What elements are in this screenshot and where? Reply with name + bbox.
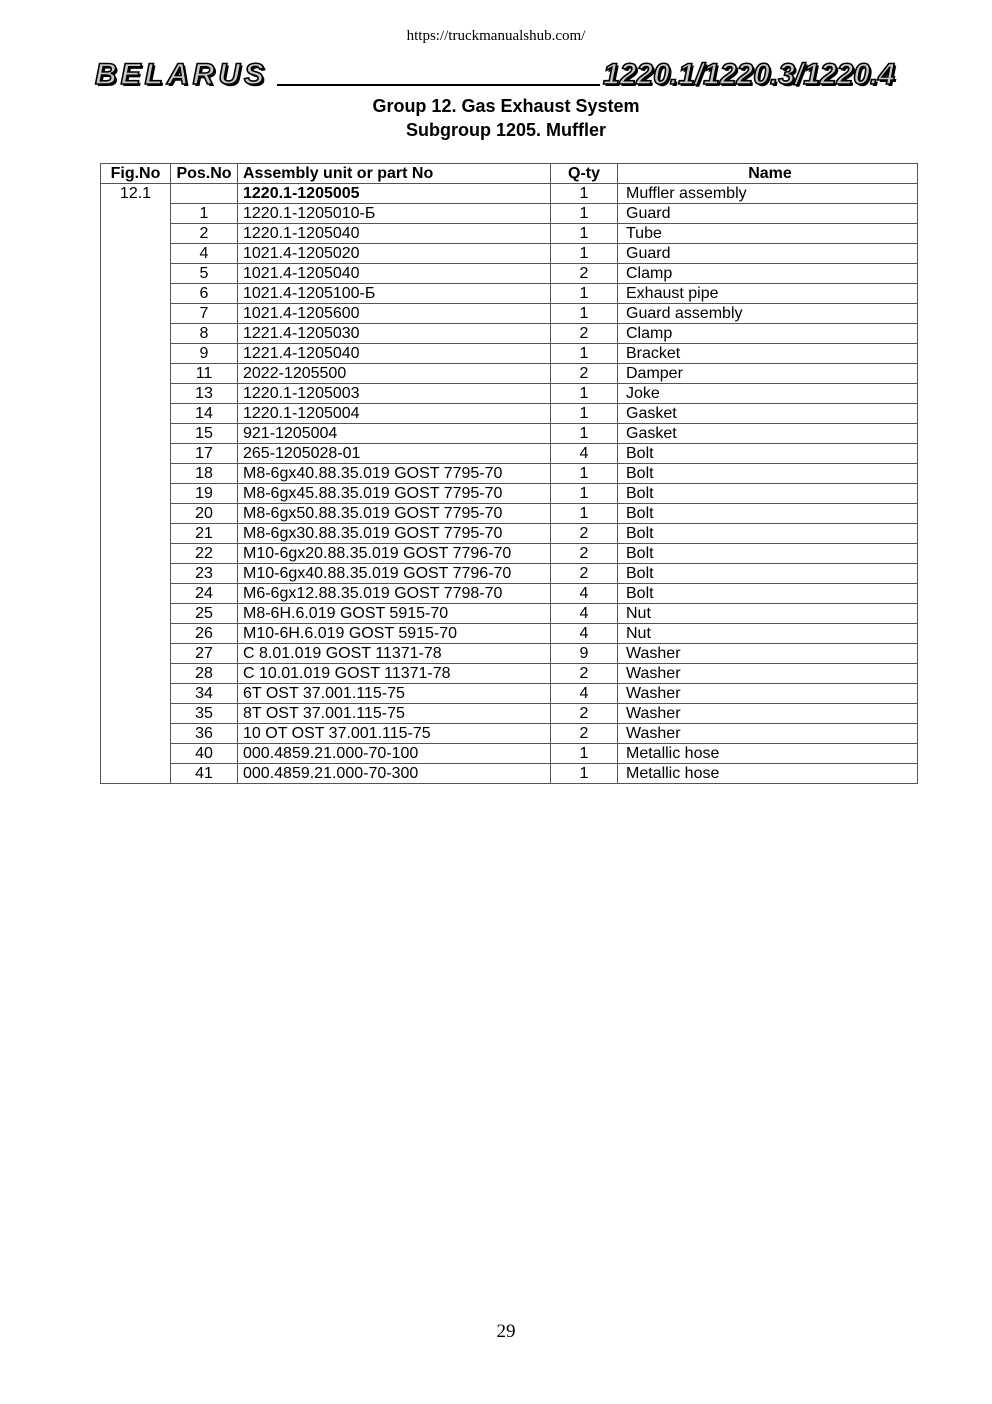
part-name-cell: Washer [618, 724, 918, 744]
part-no-cell: M8-6gx40.88.35.019 GOST 7795-70 [238, 464, 551, 484]
qty-cell: 2 [551, 664, 618, 684]
qty-cell: 1 [551, 744, 618, 764]
table-row [101, 504, 918, 524]
part-name-cell: Washer [618, 664, 918, 684]
part-no-cell: 2022-1205500 [238, 364, 551, 384]
qty-cell: 1 [551, 484, 618, 504]
part-name-cell: Metallic hose [618, 744, 918, 764]
part-no-cell: 1220.1-1205004 [238, 404, 551, 424]
part-no-cell: M10-6gx40.88.35.019 GOST 7796-70 [238, 564, 551, 584]
part-no-cell: 265-1205028-01 [238, 444, 551, 464]
pos-no-cell: 19 [171, 484, 238, 504]
pos-no-cell: 26 [171, 624, 238, 644]
part-no-cell: M10-6H.6.019 GOST 5915-70 [238, 624, 551, 644]
qty-cell: 4 [551, 624, 618, 644]
pos-no-cell: 15 [171, 424, 238, 444]
part-name-cell: Bolt [618, 564, 918, 584]
pos-no-cell: 20 [171, 504, 238, 524]
part-no-cell: 1221.4-1205030 [238, 324, 551, 344]
pos-no-cell: 4 [171, 244, 238, 264]
part-no-cell: M8-6gx50.88.35.019 GOST 7795-70 [238, 504, 551, 524]
table-row [101, 544, 918, 564]
part-name-cell: Washer [618, 704, 918, 724]
pos-no-cell: 40 [171, 744, 238, 764]
header-fig-no: Fig.No [101, 164, 171, 184]
part-no-cell: 000.4859.21.000-70-100 [238, 744, 551, 764]
part-name-cell: Clamp [618, 324, 918, 344]
part-no-cell: 1021.4-1205600 [238, 304, 551, 324]
qty-cell: 9 [551, 644, 618, 664]
qty-cell: 1 [551, 224, 618, 244]
pos-no-cell: 8 [171, 324, 238, 344]
part-name-cell: Gasket [618, 404, 918, 424]
pos-no-cell: 17 [171, 444, 238, 464]
table-row [101, 304, 918, 324]
pos-no-cell: 1 [171, 204, 238, 224]
pos-no-cell: 14 [171, 404, 238, 424]
part-name-cell: Muffler assembly [618, 184, 918, 204]
table-row [101, 264, 918, 284]
part-no-cell: M6-6gx12.88.35.019 GOST 7798-70 [238, 584, 551, 604]
part-no-cell: C 8.01.019 GOST 11371-78 [238, 644, 551, 664]
part-name-cell: Guard assembly [618, 304, 918, 324]
page-number: 29 [496, 1321, 516, 1342]
qty-cell: 4 [551, 584, 618, 604]
pos-no-cell: 41 [171, 764, 238, 784]
table-row [101, 564, 918, 584]
qty-cell: 2 [551, 524, 618, 544]
part-name-cell: Damper [618, 364, 918, 384]
header-qty: Q-ty [551, 164, 618, 184]
brand-logo: BELARUS [95, 58, 269, 91]
table-row [101, 704, 918, 724]
qty-cell: 4 [551, 684, 618, 704]
pos-no-cell: 11 [171, 364, 238, 384]
part-no-cell: 1221.4-1205040 [238, 344, 551, 364]
qty-cell: 1 [551, 204, 618, 224]
part-name-cell: Bolt [618, 444, 918, 464]
header-pos-no: Pos.No [171, 164, 238, 184]
table-row [101, 344, 918, 364]
table-row [101, 764, 918, 784]
qty-cell: 1 [551, 404, 618, 424]
qty-cell: 1 [551, 424, 618, 444]
part-name-cell: Joke [618, 384, 918, 404]
qty-cell: 4 [551, 604, 618, 624]
table-header-row [101, 164, 918, 184]
pos-no-cell: 35 [171, 704, 238, 724]
table-row [101, 204, 918, 224]
pos-no-cell: 27 [171, 644, 238, 664]
pos-no-cell [171, 184, 238, 204]
qty-cell: 1 [551, 344, 618, 364]
source-url[interactable]: https://truckmanualshub.com/ [406, 28, 586, 44]
qty-cell: 1 [551, 304, 618, 324]
model-numbers: 1220.1/1220.3/1220.4 [603, 58, 895, 91]
table-row [101, 424, 918, 444]
part-name-cell: Guard [618, 204, 918, 224]
part-no-cell: M8-6H.6.019 GOST 5915-70 [238, 604, 551, 624]
table-row [101, 584, 918, 604]
pos-no-cell: 13 [171, 384, 238, 404]
pos-no-cell: 5 [171, 264, 238, 284]
header-name: Name [618, 164, 918, 184]
part-name-cell: Washer [618, 644, 918, 664]
qty-cell: 1 [551, 384, 618, 404]
subgroup-title: Subgroup 1205. Muffler [405, 120, 607, 140]
part-name-cell: Bolt [618, 584, 918, 604]
table-row [101, 384, 918, 404]
part-no-cell: 000.4859.21.000-70-300 [238, 764, 551, 784]
part-name-cell: Bolt [618, 524, 918, 544]
part-name-cell: Bolt [618, 484, 918, 504]
table-row [101, 624, 918, 644]
part-name-cell: Washer [618, 684, 918, 704]
part-no-cell: 1021.4-1205040 [238, 264, 551, 284]
part-no-cell: 10 OT OST 37.001.115-75 [238, 724, 551, 744]
pos-no-cell: 9 [171, 344, 238, 364]
table-row [101, 684, 918, 704]
part-name-cell: Tube [618, 224, 918, 244]
qty-cell: 2 [551, 564, 618, 584]
part-no-cell: 1220.1-1205010-Б [238, 204, 551, 224]
qty-cell: 1 [551, 184, 618, 204]
pos-no-cell: 7 [171, 304, 238, 324]
part-no-cell: 1220.1-1205005 [238, 184, 551, 204]
parts-table [100, 163, 918, 784]
table-row [101, 244, 918, 264]
part-no-cell: M8-6gx30.88.35.019 GOST 7795-70 [238, 524, 551, 544]
table-row [101, 744, 918, 764]
qty-cell: 1 [551, 464, 618, 484]
table-row [101, 284, 918, 304]
part-no-cell: 1021.4-1205100-Б [238, 284, 551, 304]
pos-no-cell: 23 [171, 564, 238, 584]
title-block [0, 94, 992, 142]
table-row [101, 224, 918, 244]
qty-cell: 2 [551, 324, 618, 344]
part-name-cell: Guard [618, 244, 918, 264]
qty-cell: 2 [551, 364, 618, 384]
table-row [101, 664, 918, 684]
table-row [101, 644, 918, 664]
part-name-cell: Nut [618, 624, 918, 644]
part-name-cell: Bracket [618, 344, 918, 364]
table-row [101, 404, 918, 424]
table-row [101, 364, 918, 384]
fig-no-cell: 12.1 [101, 184, 171, 784]
part-no-cell: 1021.4-1205020 [238, 244, 551, 264]
part-no-cell: C 10.01.019 GOST 11371-78 [238, 664, 551, 684]
pos-no-cell: 22 [171, 544, 238, 564]
part-no-cell: M10-6gx20.88.35.019 GOST 7796-70 [238, 544, 551, 564]
part-no-cell: 8T OST 37.001.115-75 [238, 704, 551, 724]
table-body [101, 184, 918, 784]
part-no-cell: 921-1205004 [238, 424, 551, 444]
part-name-cell: Bolt [618, 464, 918, 484]
table-row [101, 444, 918, 464]
part-no-cell: 1220.1-1205040 [238, 224, 551, 244]
table-row [101, 524, 918, 544]
qty-cell: 1 [551, 284, 618, 304]
table-row [101, 324, 918, 344]
part-name-cell: Exhaust pipe [618, 284, 918, 304]
qty-cell: 1 [551, 244, 618, 264]
part-no-cell: 1220.1-1205003 [238, 384, 551, 404]
part-name-cell: Gasket [618, 424, 918, 444]
header-rule [277, 84, 600, 86]
table-row [101, 604, 918, 624]
part-no-cell: M8-6gx45.88.35.019 GOST 7795-70 [238, 484, 551, 504]
page-header [95, 58, 895, 92]
header-part-no: Assembly unit or part No [238, 164, 551, 184]
pos-no-cell: 36 [171, 724, 238, 744]
qty-cell: 2 [551, 704, 618, 724]
part-name-cell: Clamp [618, 264, 918, 284]
pos-no-cell: 28 [171, 664, 238, 684]
part-name-cell: Nut [618, 604, 918, 624]
part-name-cell: Metallic hose [618, 764, 918, 784]
pos-no-cell: 24 [171, 584, 238, 604]
table-row [101, 184, 918, 204]
pos-no-cell: 34 [171, 684, 238, 704]
pos-no-cell: 21 [171, 524, 238, 544]
qty-cell: 4 [551, 444, 618, 464]
table-row [101, 724, 918, 744]
part-name-cell: Bolt [618, 544, 918, 564]
pos-no-cell: 2 [171, 224, 238, 244]
qty-cell: 2 [551, 544, 618, 564]
part-name-cell: Bolt [618, 504, 918, 524]
pos-no-cell: 6 [171, 284, 238, 304]
qty-cell: 1 [551, 504, 618, 524]
qty-cell: 2 [551, 264, 618, 284]
pos-no-cell: 25 [171, 604, 238, 624]
table-row [101, 484, 918, 504]
table-row [101, 464, 918, 484]
part-no-cell: 6T OST 37.001.115-75 [238, 684, 551, 704]
qty-cell: 2 [551, 724, 618, 744]
qty-cell: 1 [551, 764, 618, 784]
pos-no-cell: 18 [171, 464, 238, 484]
group-title: Group 12. Gas Exhaust System [372, 96, 640, 116]
